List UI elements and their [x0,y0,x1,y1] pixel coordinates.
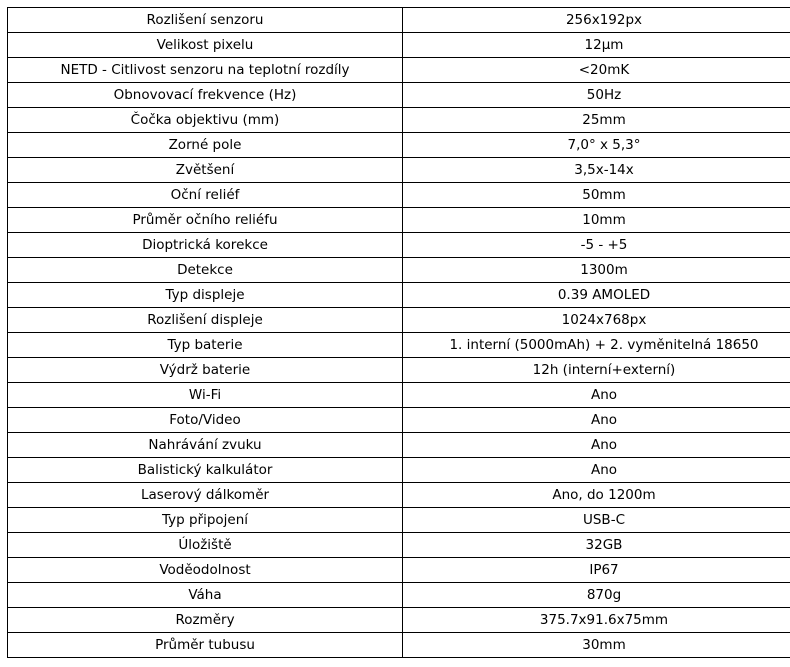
spec-label: Rozlišení senzoru [8,8,403,33]
spec-value: IP67 [403,558,790,583]
spec-label: Rozměry [8,608,403,633]
spec-label: Úložiště [8,533,403,558]
table-row [8,433,790,458]
table-row [8,508,790,533]
table-row [8,408,790,433]
table-row [8,83,790,108]
table-row [8,33,790,58]
table-row [8,108,790,133]
spec-value: <20mK [403,58,790,83]
specifications-table [7,7,790,658]
spec-value: 1300m [403,258,790,283]
spec-value: 1. interní (5000mAh) + 2. vyměnitelná 18650 [403,333,790,358]
spec-value: 30mm [403,633,790,658]
table-row [8,633,790,658]
spec-value: -5 - +5 [403,233,790,258]
table-row [8,183,790,208]
table-row [8,283,790,308]
table-row [8,583,790,608]
spec-value: USB-C [403,508,790,533]
spec-value: 25mm [403,108,790,133]
table-row [8,558,790,583]
table-row [8,533,790,558]
spec-label: Rozlišení displeje [8,308,403,333]
table-row [8,358,790,383]
spec-label: Váha [8,583,403,608]
spec-value: 12µm [403,33,790,58]
spec-label: NETD - Citlivost senzoru na teplotní rozdíly [8,58,403,83]
spec-label: Výdrž baterie [8,358,403,383]
table-row [8,383,790,408]
spec-label: Nahrávání zvuku [8,433,403,458]
spec-label: Zvětšení [8,158,403,183]
table-row [8,8,790,33]
spec-label: Čočka objektivu (mm) [8,108,403,133]
spec-value: 7,0° x 5,3° [403,133,790,158]
spec-label: Průměr očního reliéfu [8,208,403,233]
spec-label: Detekce [8,258,403,283]
spec-value: 0.39 AMOLED [403,283,790,308]
spec-value: 50mm [403,183,790,208]
spec-label: Balistický kalkulátor [8,458,403,483]
table-row [8,258,790,283]
spec-label: Typ baterie [8,333,403,358]
spec-label: Typ displeje [8,283,403,308]
spec-value: 256x192px [403,8,790,33]
spec-value: 32GB [403,533,790,558]
table-row [8,483,790,508]
spec-value: Ano [403,408,790,433]
spec-label: Zorné pole [8,133,403,158]
specifications-table-body [8,8,790,658]
table-row [8,458,790,483]
spec-value: 10mm [403,208,790,233]
table-row [8,608,790,633]
spec-value: Ano [403,458,790,483]
spec-label: Voděodolnost [8,558,403,583]
spec-table-container [7,7,790,658]
spec-label: Dioptrická korekce [8,233,403,258]
spec-label: Obnovovací frekvence (Hz) [8,83,403,108]
spec-value: 3,5x-14x [403,158,790,183]
spec-label: Foto/Video [8,408,403,433]
spec-value: 375.7x91.6x75mm [403,608,790,633]
spec-label: Laserový dálkoměr [8,483,403,508]
spec-label: Typ připojení [8,508,403,533]
table-row [8,208,790,233]
spec-label: Wi-Fi [8,383,403,408]
spec-label: Velikost pixelu [8,33,403,58]
spec-value: Ano [403,433,790,458]
spec-label: Oční reliéf [8,183,403,208]
spec-value: 50Hz [403,83,790,108]
spec-value: 12h (interní+externí) [403,358,790,383]
table-row [8,58,790,83]
table-row [8,158,790,183]
table-row [8,233,790,258]
table-row [8,133,790,158]
spec-value: 1024x768px [403,308,790,333]
spec-value: 870g [403,583,790,608]
spec-label: Průměr tubusu [8,633,403,658]
spec-value: Ano [403,383,790,408]
spec-value: Ano, do 1200m [403,483,790,508]
table-row [8,308,790,333]
table-row [8,333,790,358]
